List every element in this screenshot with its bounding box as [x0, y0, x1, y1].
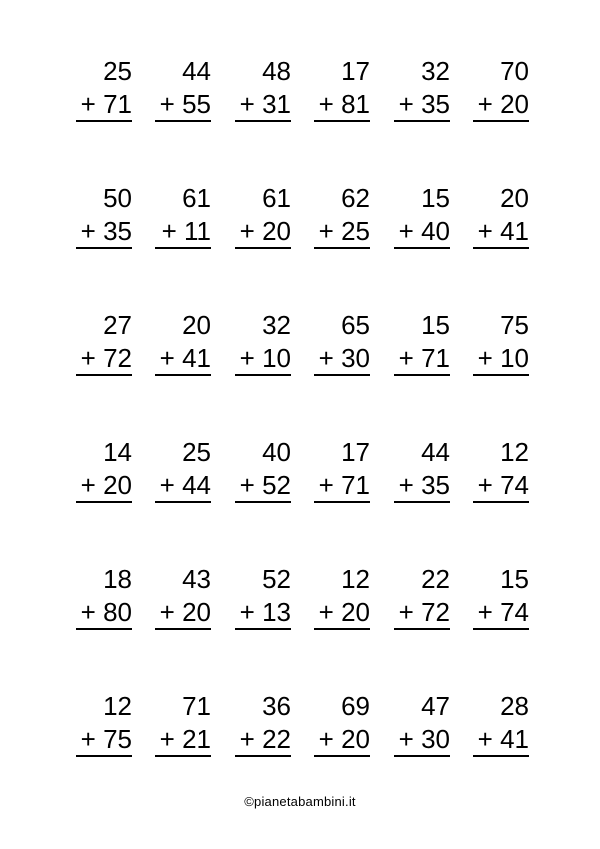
addition-problem	[235, 56, 291, 122]
first-addend: 52	[262, 564, 291, 594]
sum-line	[314, 755, 370, 757]
first-addend: 70	[500, 56, 529, 86]
second-addend: + 20	[318, 724, 370, 754]
sum-line	[155, 247, 211, 249]
first-addend: 47	[421, 691, 450, 721]
first-addend: 27	[103, 310, 132, 340]
first-addend: 17	[341, 437, 370, 467]
second-addend: + 35	[80, 216, 132, 246]
addition-problem	[314, 183, 370, 249]
second-addend: + 71	[80, 89, 132, 119]
addition-problem	[76, 437, 132, 503]
second-addend: + 41	[477, 724, 529, 754]
sum-line	[76, 628, 132, 630]
first-addend: 36	[262, 691, 291, 721]
copyright-footer: ©pianetabambini.it	[244, 794, 356, 809]
second-addend: + 71	[318, 470, 370, 500]
second-addend: + 30	[398, 724, 450, 754]
addition-problem	[314, 564, 370, 630]
second-addend: + 20	[80, 470, 132, 500]
sum-line	[473, 120, 529, 122]
second-addend: + 31	[239, 89, 291, 119]
first-addend: 75	[500, 310, 529, 340]
first-addend: 12	[103, 691, 132, 721]
sum-line	[473, 628, 529, 630]
addition-problem	[394, 56, 450, 122]
first-addend: 61	[182, 183, 211, 213]
second-addend: + 11	[161, 216, 211, 246]
addition-problem	[76, 56, 132, 122]
first-addend: 17	[341, 56, 370, 86]
sum-line	[76, 755, 132, 757]
second-addend: + 74	[477, 597, 529, 627]
addition-problem	[314, 56, 370, 122]
first-addend: 32	[262, 310, 291, 340]
second-addend: + 22	[239, 724, 291, 754]
addition-problem	[394, 564, 450, 630]
addition-problem	[314, 310, 370, 376]
sum-line	[394, 501, 450, 503]
sum-line	[473, 755, 529, 757]
addition-problem	[394, 691, 450, 757]
first-addend: 44	[182, 56, 211, 86]
first-addend: 65	[341, 310, 370, 340]
second-addend: + 55	[159, 89, 211, 119]
second-addend: + 71	[398, 343, 450, 373]
second-addend: + 35	[398, 470, 450, 500]
first-addend: 12	[500, 437, 529, 467]
sum-line	[314, 501, 370, 503]
second-addend: + 75	[80, 724, 132, 754]
addition-problem	[473, 56, 529, 122]
second-addend: + 72	[80, 343, 132, 373]
addition-problem	[235, 437, 291, 503]
addition-problem	[235, 691, 291, 757]
first-addend: 50	[103, 183, 132, 213]
first-addend: 25	[182, 437, 211, 467]
sum-line	[76, 374, 132, 376]
sum-line	[235, 247, 291, 249]
first-addend: 32	[421, 56, 450, 86]
second-addend: + 80	[80, 597, 132, 627]
addition-problem	[473, 183, 529, 249]
addition-problem	[235, 310, 291, 376]
first-addend: 22	[421, 564, 450, 594]
addition-problem	[155, 56, 211, 122]
addition-problem	[155, 310, 211, 376]
second-addend: + 35	[398, 89, 450, 119]
sum-line	[394, 120, 450, 122]
first-addend: 40	[262, 437, 291, 467]
second-addend: + 52	[239, 470, 291, 500]
first-addend: 12	[341, 564, 370, 594]
addition-problem	[155, 691, 211, 757]
first-addend: 69	[341, 691, 370, 721]
sum-line	[394, 628, 450, 630]
sum-line	[314, 120, 370, 122]
addition-problem	[155, 564, 211, 630]
sum-line	[473, 501, 529, 503]
first-addend: 62	[341, 183, 370, 213]
first-addend: 71	[182, 691, 211, 721]
sum-line	[394, 755, 450, 757]
second-addend: + 10	[239, 343, 291, 373]
first-addend: 61	[262, 183, 291, 213]
sum-line	[473, 247, 529, 249]
addition-problem	[76, 310, 132, 376]
addition-problem	[235, 183, 291, 249]
addition-problem	[235, 564, 291, 630]
sum-line	[235, 755, 291, 757]
second-addend: + 44	[159, 470, 211, 500]
first-addend: 20	[500, 183, 529, 213]
sum-line	[155, 755, 211, 757]
sum-line	[155, 501, 211, 503]
sum-line	[314, 374, 370, 376]
second-addend: + 74	[477, 470, 529, 500]
second-addend: + 41	[159, 343, 211, 373]
first-addend: 18	[103, 564, 132, 594]
addition-problem	[473, 310, 529, 376]
first-addend: 15	[421, 183, 450, 213]
first-addend: 44	[421, 437, 450, 467]
first-addend: 28	[500, 691, 529, 721]
first-addend: 25	[103, 56, 132, 86]
addition-problem	[473, 437, 529, 503]
addition-problem	[76, 183, 132, 249]
second-addend: + 20	[318, 597, 370, 627]
addition-problem	[155, 183, 211, 249]
first-addend: 14	[103, 437, 132, 467]
sum-line	[235, 501, 291, 503]
addition-problem	[314, 437, 370, 503]
second-addend: + 41	[477, 216, 529, 246]
second-addend: + 40	[398, 216, 450, 246]
second-addend: + 20	[159, 597, 211, 627]
second-addend: + 20	[477, 89, 529, 119]
sum-line	[76, 120, 132, 122]
sum-line	[155, 120, 211, 122]
second-addend: + 30	[318, 343, 370, 373]
sum-line	[394, 374, 450, 376]
second-addend: + 81	[318, 89, 370, 119]
addition-problem	[314, 691, 370, 757]
second-addend: + 10	[477, 343, 529, 373]
first-addend: 48	[262, 56, 291, 86]
sum-line	[155, 374, 211, 376]
sum-line	[235, 120, 291, 122]
first-addend: 15	[500, 564, 529, 594]
sum-line	[314, 628, 370, 630]
addition-problem	[76, 564, 132, 630]
second-addend: + 72	[398, 597, 450, 627]
addition-problem	[394, 437, 450, 503]
sum-line	[235, 374, 291, 376]
second-addend: + 13	[239, 597, 291, 627]
addition-problem	[155, 437, 211, 503]
second-addend: + 20	[239, 216, 291, 246]
addition-problem	[394, 183, 450, 249]
addition-problem	[394, 310, 450, 376]
sum-line	[155, 628, 211, 630]
addition-problem	[76, 691, 132, 757]
first-addend: 20	[182, 310, 211, 340]
sum-line	[314, 247, 370, 249]
sum-line	[76, 501, 132, 503]
sum-line	[473, 374, 529, 376]
addition-problem	[473, 691, 529, 757]
sum-line	[235, 628, 291, 630]
second-addend: + 25	[318, 216, 370, 246]
sum-line	[394, 247, 450, 249]
addition-problem	[473, 564, 529, 630]
first-addend: 43	[182, 564, 211, 594]
second-addend: + 21	[159, 724, 211, 754]
sum-line	[76, 247, 132, 249]
first-addend: 15	[421, 310, 450, 340]
